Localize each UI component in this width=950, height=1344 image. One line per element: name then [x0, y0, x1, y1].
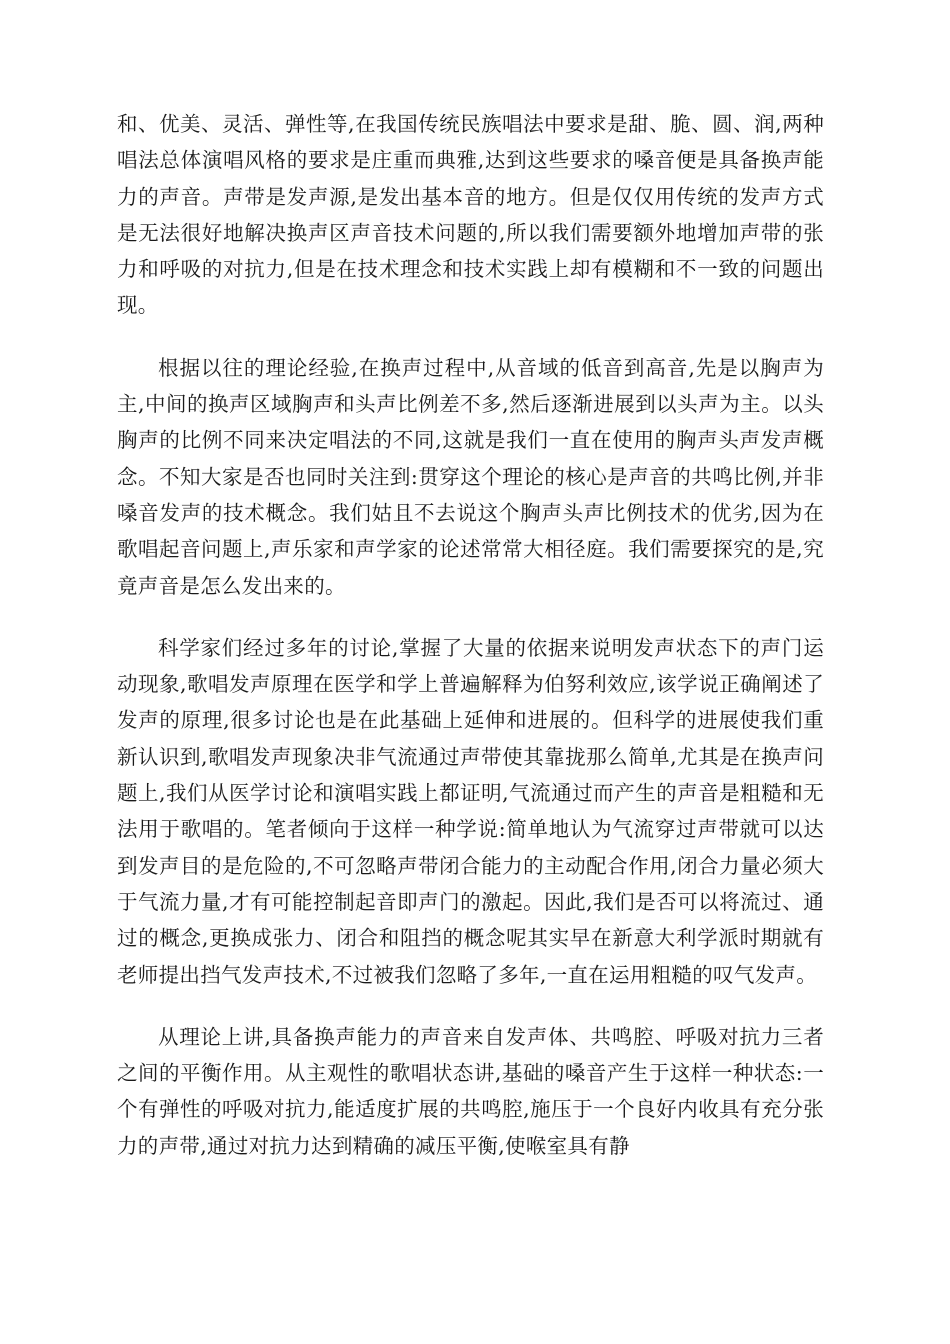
- paragraph-3: 科学家们经过多年的讨论,掌握了大量的依据来说明发声状态下的声门运动现象,歌唱发声原理在医学和学上普遍解释为伯努利效应,该学说正确阐述了发声的原理,很多讨论也是在此基础上延伸和进展的。但科学的进展使我们重新认识到,歌唱发声现象决非气流通过声带使其靠拢那么简单,尤其是在换声问题上,我们从医学讨论和演唱实践上都证明,气流通过而产生的声音是粗糙和无法用于歌唱的。笔者倾向于这样一种学说:简单地认为气流穿过声带就可以达到发声目的是危险的,不可忽略声带闭合能力的主动配合作用,闭合力量必须大于气流力量,才有可能控制起音即声门的激起。因此,我们是否可以将流过、通过的概念,更换成张力、闭合和阻挡的概念呢其实早在新意大利学派时期就有老师提出挡气发声技术,不过被我们忽略了多年,一直在运用粗糙的叹气发声。: [117, 635, 824, 987]
- paragraph-1: 和、优美、灵活、弹性等,在我国传统民族唱法中要求是甜、脆、圆、润,两种唱法总体演唱风格的要求是庄重而典雅,达到这些要求的嗓音便是具备换声能力的声音。声带是发声源,是发出基本音的地方。但是仅仅用传统的发声方式是无法很好地解决换声区声音技术问题的,所以我们需要额外地增加声带的张力和呼吸的对抗力,但是在技术理念和技术实践上却有模糊和不一致的问题出现。: [117, 112, 824, 318]
- paragraph-2: 根据以往的理论经验,在换声过程中,从音域的低音到高音,先是以胸声为主,中间的换声区域胸声和头声比例差不多,然后逐渐进展到以头声为主。以头胸声的比例不同来决定唱法的不同,这就是我们一直在使用的胸声头声发声概念。不知大家是否也同时关注到:贯穿这个理论的核心是声音的共鸣比例,并非嗓音发声的技术概念。我们姑且不去说这个胸声头声比例技术的优劣,因为在歌唱起音问题上,声乐家和声学家的论述常常大相径庭。我们需要探究的是,究竟声音是怎么发出来的。: [117, 355, 824, 598]
- paragraph-4: 从理论上讲,具备换声能力的声音来自发声体、共鸣腔、呼吸对抗力三者之间的平衡作用。从主观性的歌唱状态讲,基础的嗓音产生于这样一种状态:一个有弹性的呼吸对抗力,能适度扩展的共鸣腔,施压于一个良好内收具有充分张力的声带,通过对抗力达到精确的减压平衡,使喉室具有静: [117, 1024, 824, 1158]
